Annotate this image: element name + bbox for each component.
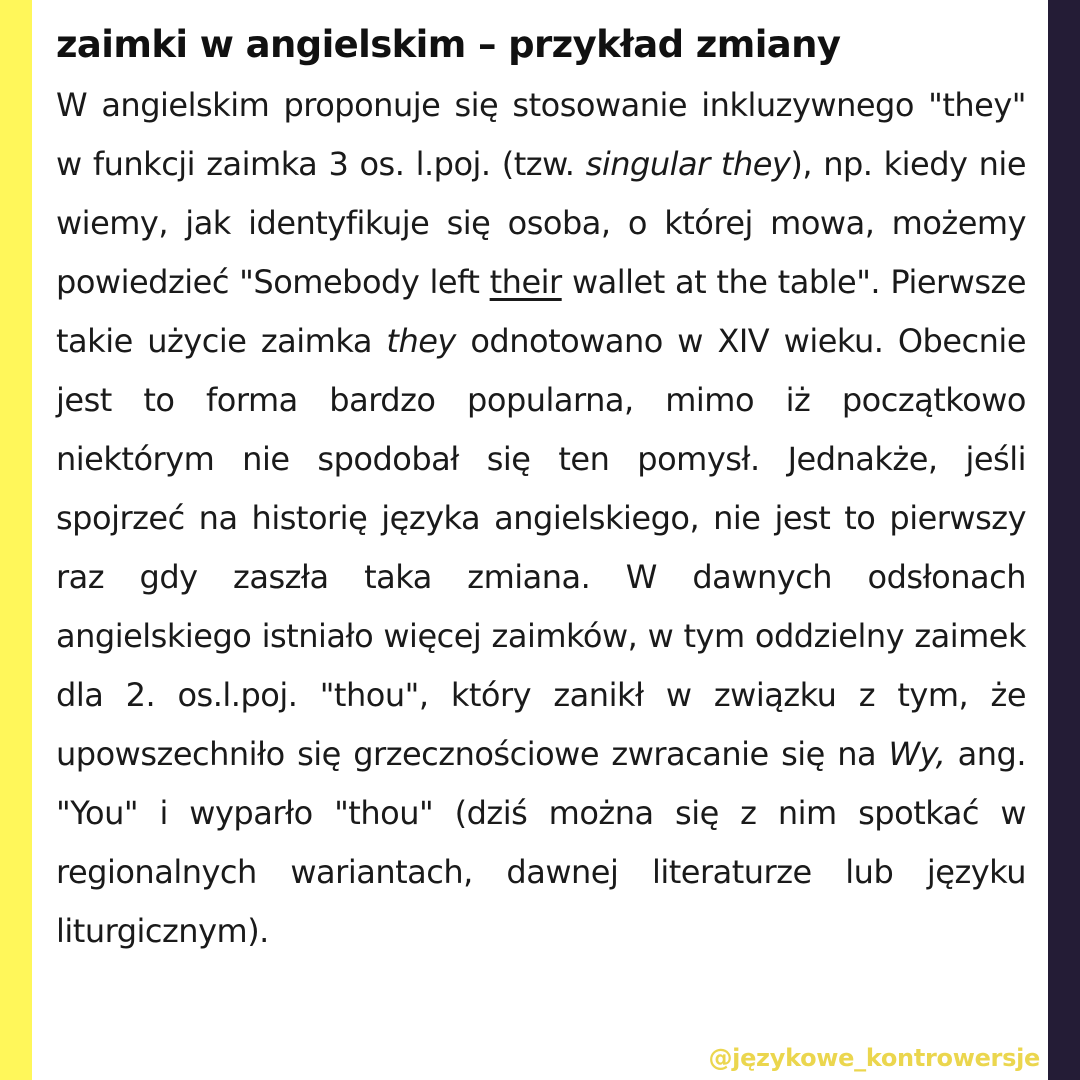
text-segment: ), np. kiedy nie wiemy, jak identyfikuje się osoba, o której mowa, możemy powiedzieć "Somebody left <box>56 145 1027 301</box>
italic-term-they: they <box>386 322 456 360</box>
left-accent-stripe <box>0 0 32 1080</box>
main-content <box>56 14 1026 961</box>
text-segment: odnotowano w XIV wieku. Obecnie jest to forma bardzo popularna, mimo iż początkowo niektórym nie spodobał się ten pomysł. Jednakże, jeśli spojrzeć na historię języka angielskiego, nie jest to pierwszy raz gdy zaszła taka zmiana. W dawnych odsłonach angielskiego istniało więcej zaimków, w tym oddzielny zaimek dla 2. os.l.poj. "thou", który zanikł w związku z tym, że upowszechniło się grzecznościowe zwracanie się na <box>56 322 1027 773</box>
text-segment: W angielskim proponuje się stosowanie inkluzywnego "they" w funkcji zaimka 3 os. l.poj. (tzw. <box>56 86 1026 183</box>
text-segment: ang. "You" i wyparło "thou" (dziś można się z nim spotkać w regionalnych wariantach, dawnej literaturze lub języku liturgicznym). <box>56 735 1027 950</box>
page-title: zaimki w angielskim – przykład zmiany <box>56 23 841 66</box>
italic-term-wy: Wy, <box>888 735 946 773</box>
right-accent-stripe <box>1048 0 1080 1080</box>
italic-term-singular-they: singular they <box>585 145 791 183</box>
text-segment: wallet at the table". Pierwsze takie użycie zaimka <box>56 263 1027 360</box>
social-handle: @językowe_kontrowersje <box>708 1044 1040 1072</box>
underlined-word-their: their <box>489 263 562 301</box>
body-paragraph <box>56 76 1026 961</box>
